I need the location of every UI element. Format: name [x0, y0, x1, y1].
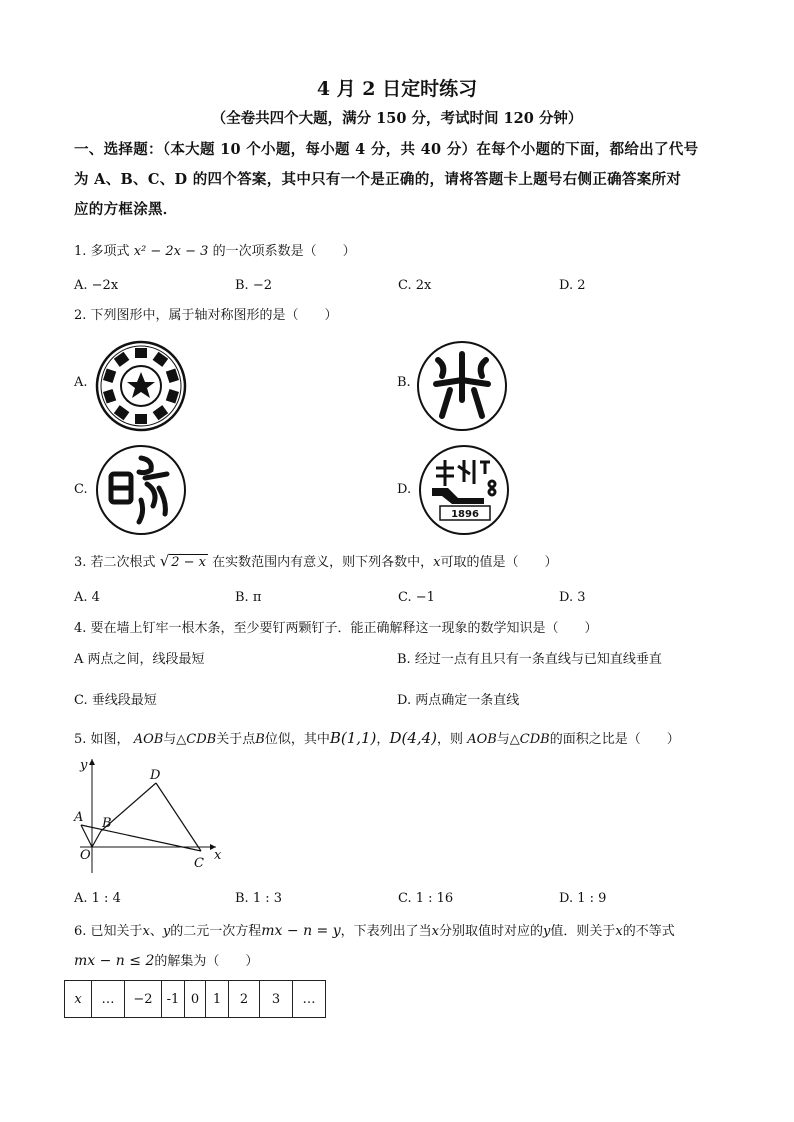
q4-option-c: C. 垂线段最短: [74, 693, 157, 708]
q5-option-a: A. 1 : 4: [74, 891, 121, 906]
question-5: [74, 728, 680, 750]
q3-radicand: 2 − x: [171, 555, 207, 570]
q5-label-o: O: [80, 848, 91, 863]
q6-text-4: ，下表列出了当: [340, 924, 432, 939]
table-cell: −2: [125, 981, 162, 1018]
q3-option-b: B. π: [235, 590, 262, 605]
q6-var-x: x: [142, 924, 150, 939]
q3-suffix: 在实数范围内有意义，则下列各数中，: [212, 555, 434, 570]
q1-prefix: 1. 多项式: [74, 244, 130, 259]
q3-option-a: A. 4: [74, 590, 100, 605]
q6-value-table: [64, 980, 326, 1018]
question-3: [74, 551, 558, 573]
seal-d-year: 1896: [451, 509, 479, 520]
question-6-line-2: [74, 951, 258, 972]
q5-label-d: D: [150, 768, 161, 783]
q5-triangle-2: CDB: [186, 732, 217, 747]
page-title: 4 月 2 日定时练习: [316, 78, 478, 100]
q5-text-1: 5. 如图，: [74, 732, 130, 747]
q5-figure: [68, 755, 228, 875]
q2-label-a: A.: [74, 375, 88, 390]
q3-var: x: [433, 555, 441, 570]
section-1-instructions: [74, 135, 724, 225]
section-1-line-1: 一、选择题：（本大题 10 个小题，每小题 4 分，共 40 分）在每个小题的下面，都给出了代号: [74, 141, 699, 158]
q6-text-3: 的二元一次方程: [170, 924, 262, 939]
q1-expression: x² − 2x − 3: [133, 244, 209, 259]
q5-coord-d: D(4,4): [389, 729, 438, 747]
q5-triangle-4: CDB: [519, 732, 550, 747]
seal-d-icon: [418, 444, 510, 536]
table-cell: x: [65, 981, 92, 1018]
q6-text-5: 分别取值时对应的: [439, 924, 544, 939]
section-1-line-2: 为 A、B、C、D 的四个答案，其中只有一个是正确的，请将答题卡上题号右侧正确答案所对: [74, 171, 682, 188]
q6-text-1: 6. 已知关于: [74, 924, 143, 939]
q5-option-c: C. 1 : 16: [398, 891, 454, 906]
question-4: 4. 要在墙上钉牢一根木条，至少要钉两颗钉子．能正确解释这一现象的数学知识是（ ）: [74, 621, 598, 636]
q4-option-a: A 两点之间，线段最短: [74, 652, 205, 667]
q2-label-c: C.: [74, 482, 88, 497]
seal-c-icon: [95, 444, 187, 536]
q1-option-b: B. −2: [235, 278, 272, 293]
section-1-line-3: 应的方框涂黑．: [74, 201, 178, 218]
seal-a-icon: [95, 340, 187, 432]
q5-text-2: 与△: [163, 732, 187, 747]
q5-text-3: 关于点: [216, 732, 256, 747]
q1-suffix: 的一次项系数是（ ）: [212, 244, 356, 259]
q1-option-d: D. 2: [559, 278, 586, 293]
q2-label-d: D.: [397, 482, 412, 497]
question-2: 2. 下列图形中，属于轴对称图形的是（ ）: [74, 308, 338, 323]
table-cell: 0: [185, 981, 206, 1018]
q3-option-c: C. −1: [398, 590, 435, 605]
table-cell: …: [92, 981, 125, 1018]
table-row: [65, 981, 326, 1018]
q5-label-x: x: [214, 848, 222, 863]
q6-text-2: 、: [149, 924, 163, 939]
question-6-line-1: [74, 921, 675, 942]
q6-var-x3: x: [615, 924, 623, 939]
seal-b-icon: [416, 340, 508, 432]
q5-option-d: D. 1 : 9: [559, 891, 607, 906]
q5-text-6: 与△: [496, 732, 520, 747]
q5-label-b: B: [102, 816, 112, 831]
q6-var-y: y: [162, 924, 171, 939]
q5-text-5: ，则: [437, 732, 464, 747]
q3-option-d: D. 3: [559, 590, 586, 605]
q6-equation: mx − n = y: [261, 923, 341, 939]
q5-triangle-3: AOB: [467, 732, 497, 747]
q6-var-y2: y: [543, 924, 551, 939]
table-cell: 1: [206, 981, 229, 1018]
q5-sep: ，: [376, 732, 390, 747]
page-subtitle: （全卷共四个大题，满分 150 分，考试时间 120 分钟）: [211, 110, 583, 127]
table-cell: -1: [162, 981, 185, 1018]
q4-option-b: B. 经过一点有且只有一条直线与已知直线垂直: [397, 652, 662, 667]
table-cell: 3: [260, 981, 293, 1018]
question-1: [74, 242, 356, 262]
q5-label-c: C: [194, 856, 204, 871]
q3-suffix-2: 可取的值是（ ）: [440, 555, 558, 570]
q6-text-8: 的解集为（ ）: [154, 954, 259, 969]
q1-option-a: A. −2x: [74, 278, 119, 293]
q6-inequality: mx − n ≤ 2: [74, 953, 155, 969]
q5-option-b: B. 1 : 3: [235, 891, 283, 906]
q6-text-6: 值．则关于: [550, 924, 616, 939]
q5-label-y: y: [80, 758, 88, 773]
q5-point: B: [255, 732, 265, 747]
q5-text-7: 的面积之比是（ ）: [549, 732, 680, 747]
q6-text-7: 的不等式: [622, 924, 675, 939]
table-cell: …: [293, 981, 326, 1018]
table-cell: 2: [229, 981, 260, 1018]
q6-var-x2: x: [431, 924, 439, 939]
q5-triangle-1: AOB: [133, 732, 164, 747]
q5-coord-b: B(1,1): [329, 729, 377, 747]
q3-radical: √ 2 − x: [159, 552, 207, 570]
q4-option-d: D. 两点确定一条直线: [397, 693, 520, 708]
q2-label-b: B.: [397, 375, 411, 390]
q3-prefix: 3. 若二次根式: [74, 555, 156, 570]
q5-text-4: 位似，其中: [264, 732, 330, 747]
q5-label-a: A: [74, 810, 84, 825]
q1-option-c: C. 2x: [398, 278, 432, 293]
